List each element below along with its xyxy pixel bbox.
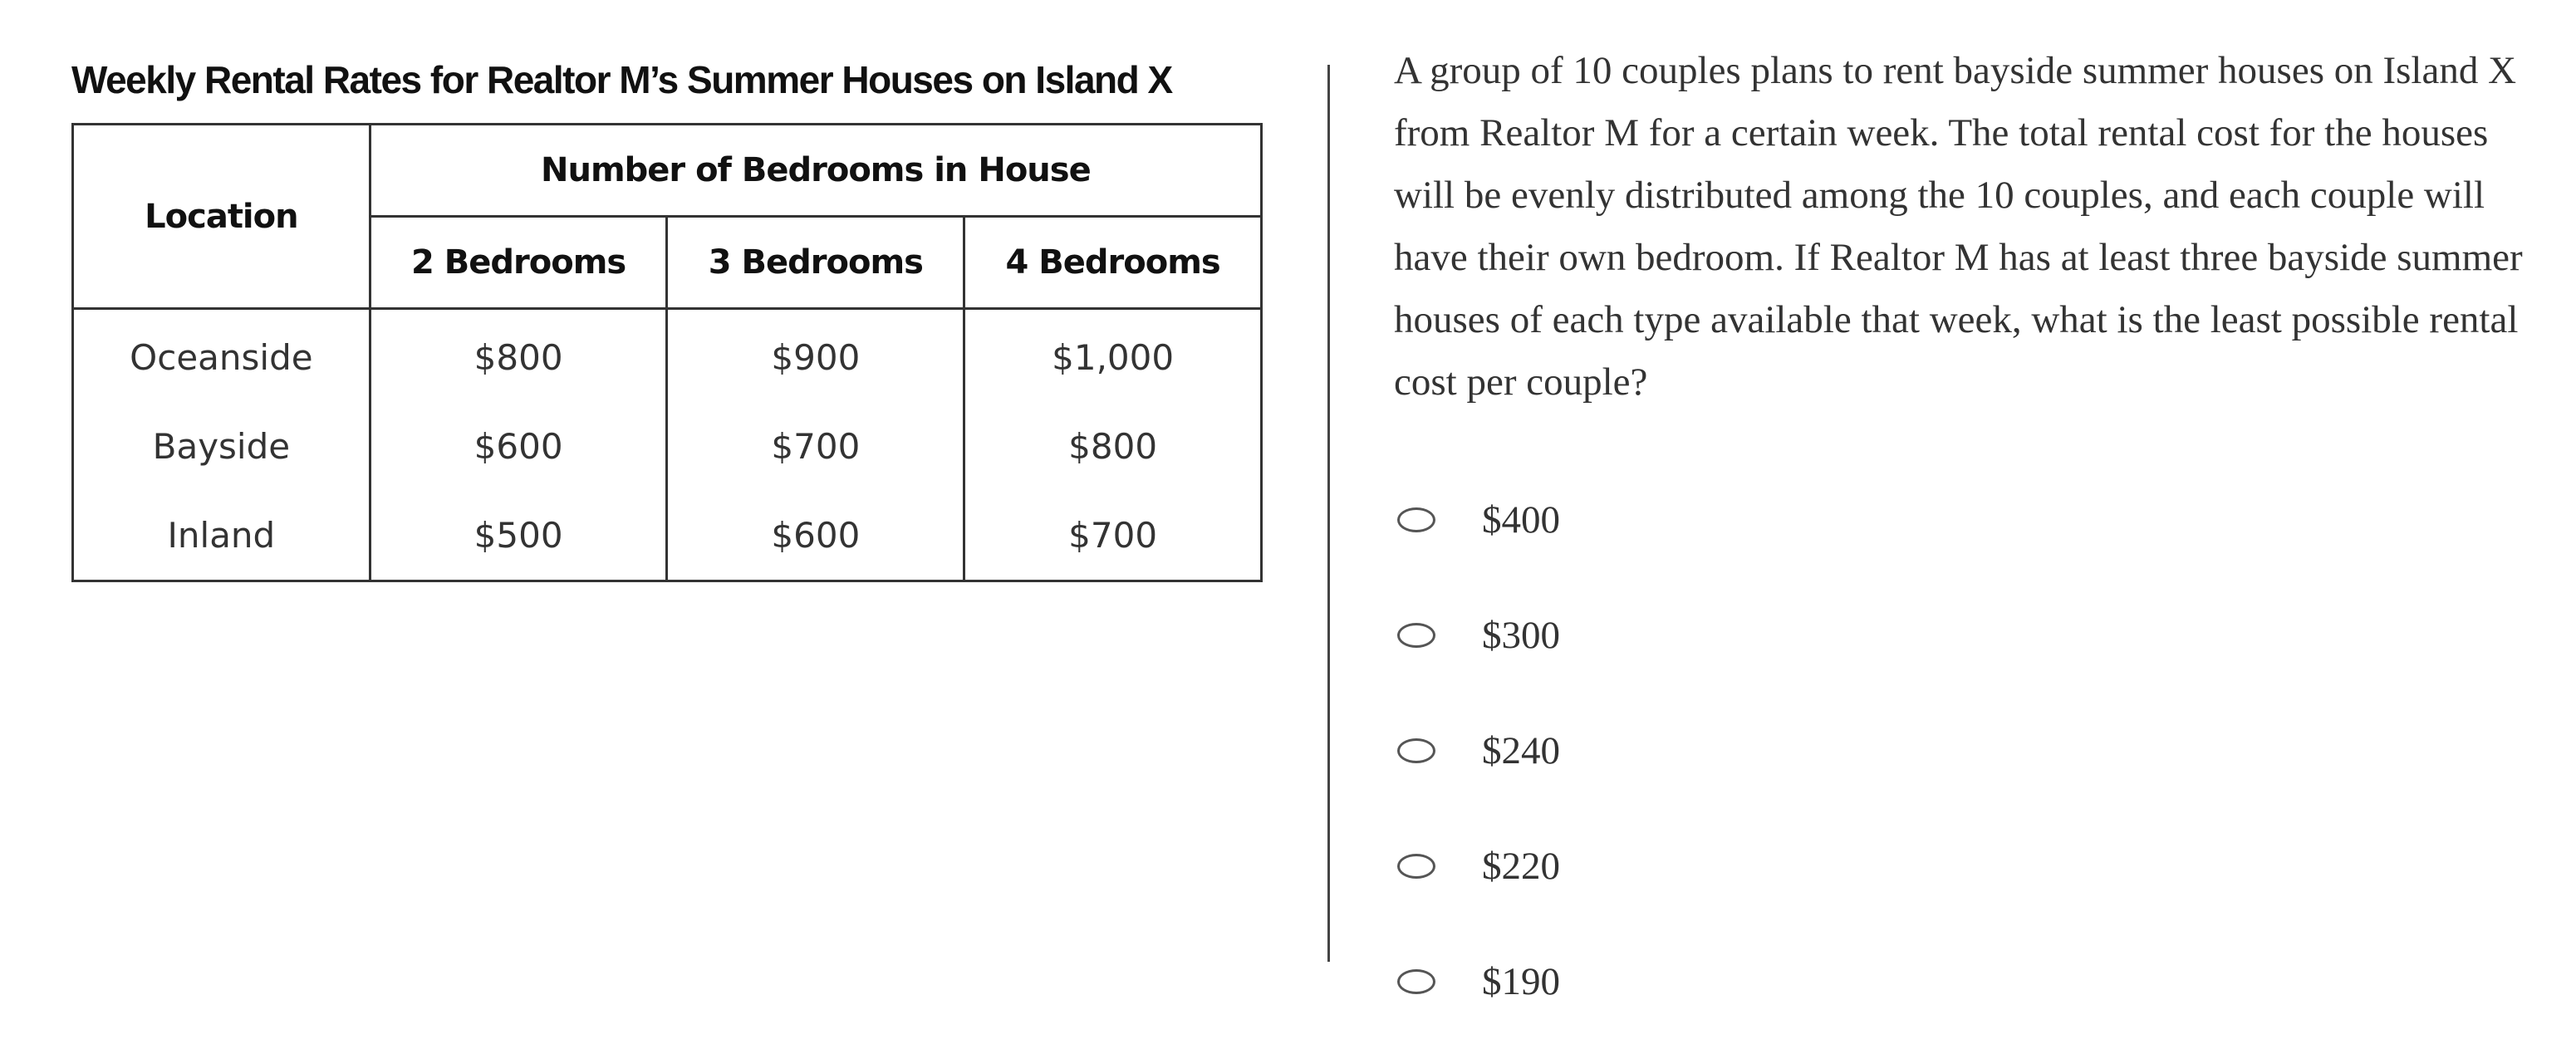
answer-option-3[interactable]: [1394, 693, 2058, 808]
table-cell: $700: [667, 402, 964, 491]
table-row: [73, 309, 1262, 403]
table-row: [73, 491, 1262, 581]
answer-option-1[interactable]: [1394, 462, 2058, 577]
rental-rates-table: [71, 123, 1263, 582]
answer-option-5[interactable]: [1394, 924, 2058, 1039]
rental-table-panel: [71, 50, 1268, 556]
option-label: $300: [1482, 613, 1560, 657]
answer-option-4[interactable]: [1394, 808, 2058, 924]
pane-divider: [1327, 65, 1330, 962]
radio-button-icon[interactable]: [1397, 623, 1435, 648]
question-text: A group of 10 couples plans to rent bayside summer houses on Island X from Realtor M for a certain week. The total rental cost for the houses will be evenly distributed among the 10 couples, and each couple will have their own bedroom. If Realtor M has at least three bayside summer houses of each type available that week, what is the least possible rental cost per couple?: [1394, 49, 2523, 404]
radio-button-icon[interactable]: [1397, 854, 1435, 879]
question-panel: [1394, 40, 2557, 1003]
radio-button-icon[interactable]: [1397, 738, 1435, 763]
table-cell: $600: [667, 491, 964, 581]
radio-button-icon[interactable]: [1397, 507, 1435, 532]
table-cell: $1,000: [964, 309, 1262, 403]
radio-button-icon[interactable]: [1397, 969, 1435, 994]
row-location-oceanside: Oceanside: [73, 309, 370, 403]
row-location-inland: Inland: [73, 491, 370, 581]
table-cell: $800: [964, 402, 1262, 491]
option-label: $190: [1482, 959, 1560, 1003]
option-label: $400: [1482, 497, 1560, 542]
answer-option-2[interactable]: [1394, 577, 2058, 693]
table-cell: $600: [370, 402, 667, 491]
table-cell: $700: [964, 491, 1262, 581]
option-label: $240: [1482, 728, 1560, 772]
table-row: [73, 402, 1262, 491]
bedrooms-group-header: Number of Bedrooms in House: [370, 125, 1261, 217]
table-cell: $800: [370, 309, 667, 403]
answer-options: [1394, 462, 2058, 1039]
column-header-4-bedrooms: 4 Bedrooms: [964, 217, 1262, 309]
location-header: Location: [73, 125, 370, 309]
column-header-2-bedrooms: 2 Bedrooms: [370, 217, 667, 309]
column-header-3-bedrooms: 3 Bedrooms: [667, 217, 964, 309]
option-label: $220: [1482, 844, 1560, 888]
table-title: Weekly Rental Rates for Realtor M’s Summer Houses on Island X: [71, 58, 1172, 101]
table-cell: $500: [370, 491, 667, 581]
table-cell: $900: [667, 309, 964, 403]
row-location-bayside: Bayside: [73, 402, 370, 491]
